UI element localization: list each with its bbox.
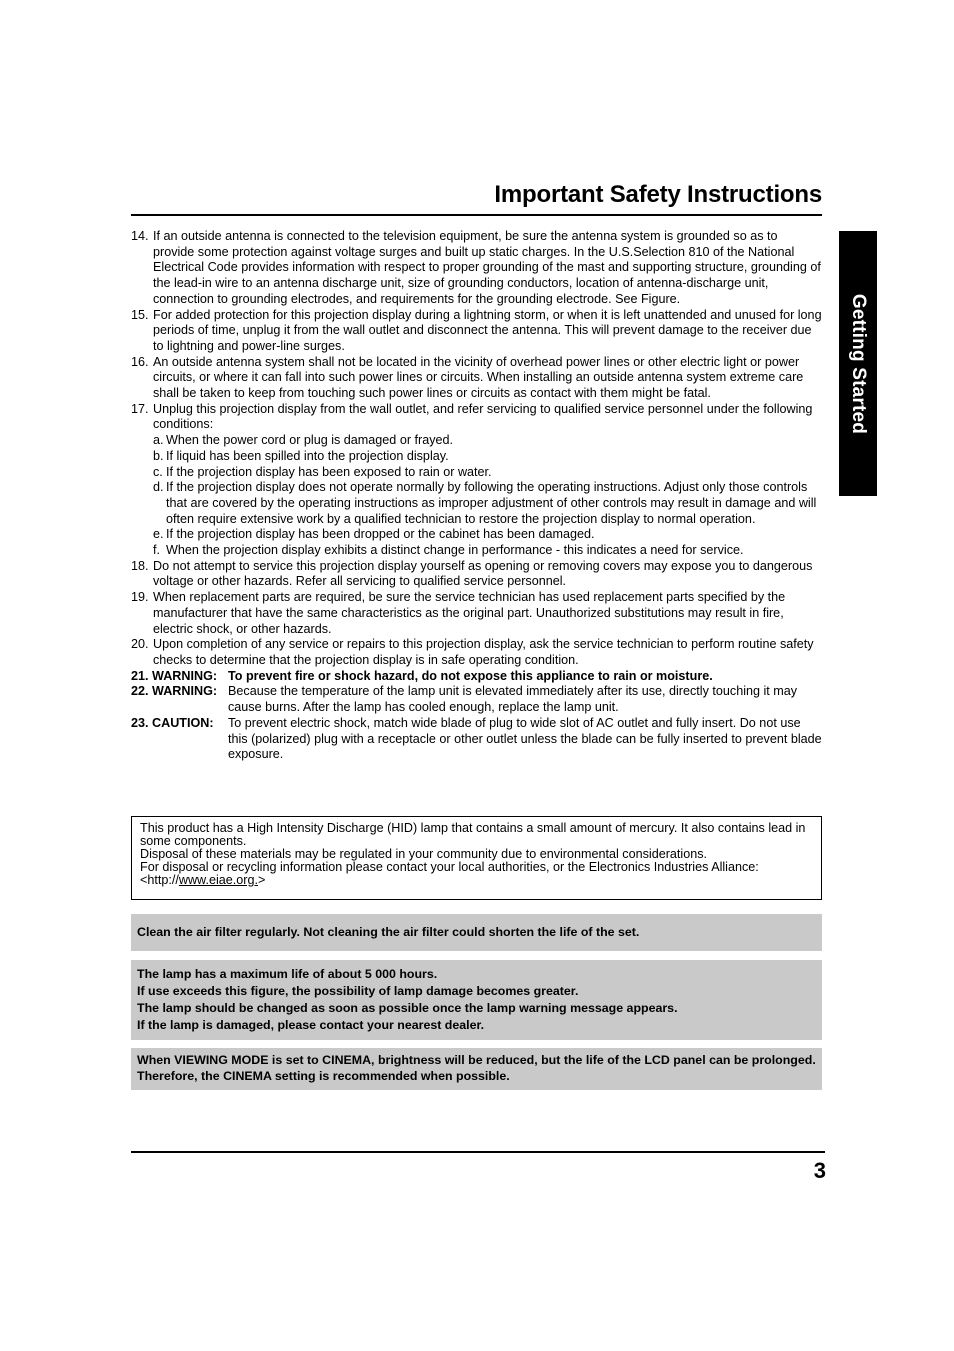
warning-text: Because the temperature of the lamp unit is elevated immediately after its use, directly touching it may cause burns. After the lamp has cooled enough, replace the lamp unit. xyxy=(228,684,798,715)
cinema-text: When VIEWING MODE is set to CINEMA, brightness will be reduced, but the life of the LCD panel can be prolonged. Therefore, the CINEMA setting is recommended when possible. xyxy=(137,1053,816,1083)
item-number: 14. xyxy=(131,229,149,243)
sub-item-text: If the projection display does not operate normally by following the operating instructions. Adjust only those controls that are covered by the operating instructions as improper adjustment of other controls may result in damage and will often require extensive work by a qualified technician to restore the projection display to normal operation. xyxy=(166,480,817,526)
notice-line: The lamp has a maximum life of about 5 000 hours. xyxy=(137,967,438,981)
item-number: 20. xyxy=(131,637,149,652)
item-text: When replacement parts are required, be sure the service technician has used replacement parts specified by the manufacturer that have the same characteristics as the original part. Unauthorized substitutions may result in fire, electric shock, or other hazards. xyxy=(153,590,786,636)
air-filter-notice xyxy=(131,914,822,951)
sub-item-text: If the projection display has been exposed to rain or water. xyxy=(166,464,492,479)
link-suffix: > xyxy=(257,873,266,887)
warning-item xyxy=(131,669,822,685)
sub-item-letter: c. xyxy=(153,464,163,479)
sub-item xyxy=(153,449,822,465)
item-number: 15. xyxy=(131,307,149,322)
sub-item-letter: e. xyxy=(153,527,164,542)
section-tab-label: Getting Started xyxy=(848,293,869,434)
sub-item xyxy=(153,465,822,481)
item-text: Unplug this projection display from the wall outlet, and refer servicing to qualified service personnel under the following conditions: xyxy=(153,401,813,432)
instruction-item xyxy=(131,637,822,668)
notice-line: For disposal or recycling information please contact your local authorities, or the Electronics Industries Alliance: xyxy=(140,860,759,874)
warning-label: 21. WARNING: xyxy=(131,668,218,683)
instruction-item xyxy=(131,559,822,590)
item-text: For added protection for this projection display during a lightning storm, or when it is left unattended and unused for long periods of time, unplug it from the wall outlet and disconnect the antenna. This will prevent damage to the receiver due to lightning and power-line surges. xyxy=(153,307,822,353)
lamp-life-notice xyxy=(131,960,822,1040)
sub-item-letter: a. xyxy=(153,433,164,448)
instruction-item xyxy=(131,402,822,559)
section-tab xyxy=(839,231,877,496)
eiae-link[interactable]: www.eiae.org. xyxy=(178,873,258,887)
mercury-disposal-notice xyxy=(131,816,822,900)
caution-item xyxy=(131,716,822,763)
instruction-item xyxy=(131,229,822,308)
sub-item-letter: d. xyxy=(153,480,164,495)
caution-label: 23. CAUTION: xyxy=(131,715,214,730)
cinema-mode-notice xyxy=(131,1048,822,1090)
warning-item xyxy=(131,684,822,715)
item-text: If an outside antenna is connected to the television equipment, be sure the antenna system is grounded so as to provide some protection against voltage surges and built up static charges. In the U.S.Selection 810 of the National Electrical Code provides information with respect to proper grounding of the mast and supporting structure, grounding of the lead-in wire to an antenna discharge unit, size of grounding conductors, location of antenna-discharge unit, connection to grounding electrodes, and requirements for the grounding electrode. See Figure. xyxy=(153,229,821,306)
item-number: 17. xyxy=(131,401,149,416)
sub-item-text: When the power cord or plug is damaged or frayed. xyxy=(166,433,454,448)
item-text: Upon completion of any service or repairs to this projection display, ask the service technician to perform routine safety checks to determine that the projection display is in safe operating condition. xyxy=(153,637,814,667)
instruction-item xyxy=(131,590,822,637)
sub-item-letter: f. xyxy=(153,543,160,558)
title-divider xyxy=(131,214,822,216)
page-title: Important Safety Instructions xyxy=(494,181,822,208)
sub-item xyxy=(153,433,822,449)
item-number: 18. xyxy=(131,558,149,573)
page-number: 3 xyxy=(813,1158,826,1183)
caution-text: To prevent electric shock, match wide blade of plug to wide slot of AC outlet and fully insert. Do not use this (polarized) plug with a receptacle or other outlet unless the blade can be fully inserted to prevent blade exposure. xyxy=(228,715,822,762)
sub-item xyxy=(153,480,822,527)
footer-divider xyxy=(131,1151,825,1153)
sub-item-text: If the projection display has been dropped or the cabinet has been damaged. xyxy=(166,527,595,542)
item-text: An outside antenna system shall not be located in the vicinity of overhead power lines or other electric light or power circuits, or where it can fall into such power lines or circuits. When installing an outside antenna system extreme care shall be taken to keep from touching such power lines or circuits as contact with them might be fatal. xyxy=(153,354,804,401)
notice-line: Disposal of these materials may be regulated in your community due to environmental considerations. xyxy=(140,847,708,861)
notice-line: This product has a High Intensity Discharge (HID) lamp that contains a small amount of mercury. It also contains lead in some components. xyxy=(140,821,806,848)
sub-item xyxy=(153,527,822,543)
sub-item-text: When the projection display exhibits a distinct change in performance - this indicates a need for service. xyxy=(166,543,744,558)
safety-instructions-list xyxy=(131,229,822,763)
sub-item-letter: b. xyxy=(153,448,164,463)
notice-line: If the lamp is damaged, please contact your nearest dealer. xyxy=(137,1018,485,1032)
sub-item-text: If liquid has been spilled into the projection display. xyxy=(166,448,449,463)
warning-text: To prevent fire or shock hazard, do not expose this appliance to rain or moisture. xyxy=(228,668,713,683)
instruction-item xyxy=(131,355,822,402)
sub-item xyxy=(153,543,822,559)
item-number: 19. xyxy=(131,590,149,605)
air-filter-text: Clean the air filter regularly. Not cleaning the air filter could shorten the life of the set. xyxy=(137,925,640,939)
instruction-item xyxy=(131,308,822,355)
item-text: Do not attempt to service this projection display yourself as opening or removing covers may expose you to dangerous voltage or other hazards. Refer all servicing to qualified service personnel. xyxy=(153,558,813,589)
item-number: 16. xyxy=(131,354,149,369)
notice-line: The lamp should be changed as soon as possible once the lamp warning message appears. xyxy=(137,1001,678,1015)
notice-link-line xyxy=(140,874,813,887)
notice-line: If use exceeds this figure, the possibility of lamp damage becomes greater. xyxy=(137,984,579,998)
link-prefix: <http:// xyxy=(140,873,179,887)
warning-label: 22. WARNING: xyxy=(131,684,218,699)
